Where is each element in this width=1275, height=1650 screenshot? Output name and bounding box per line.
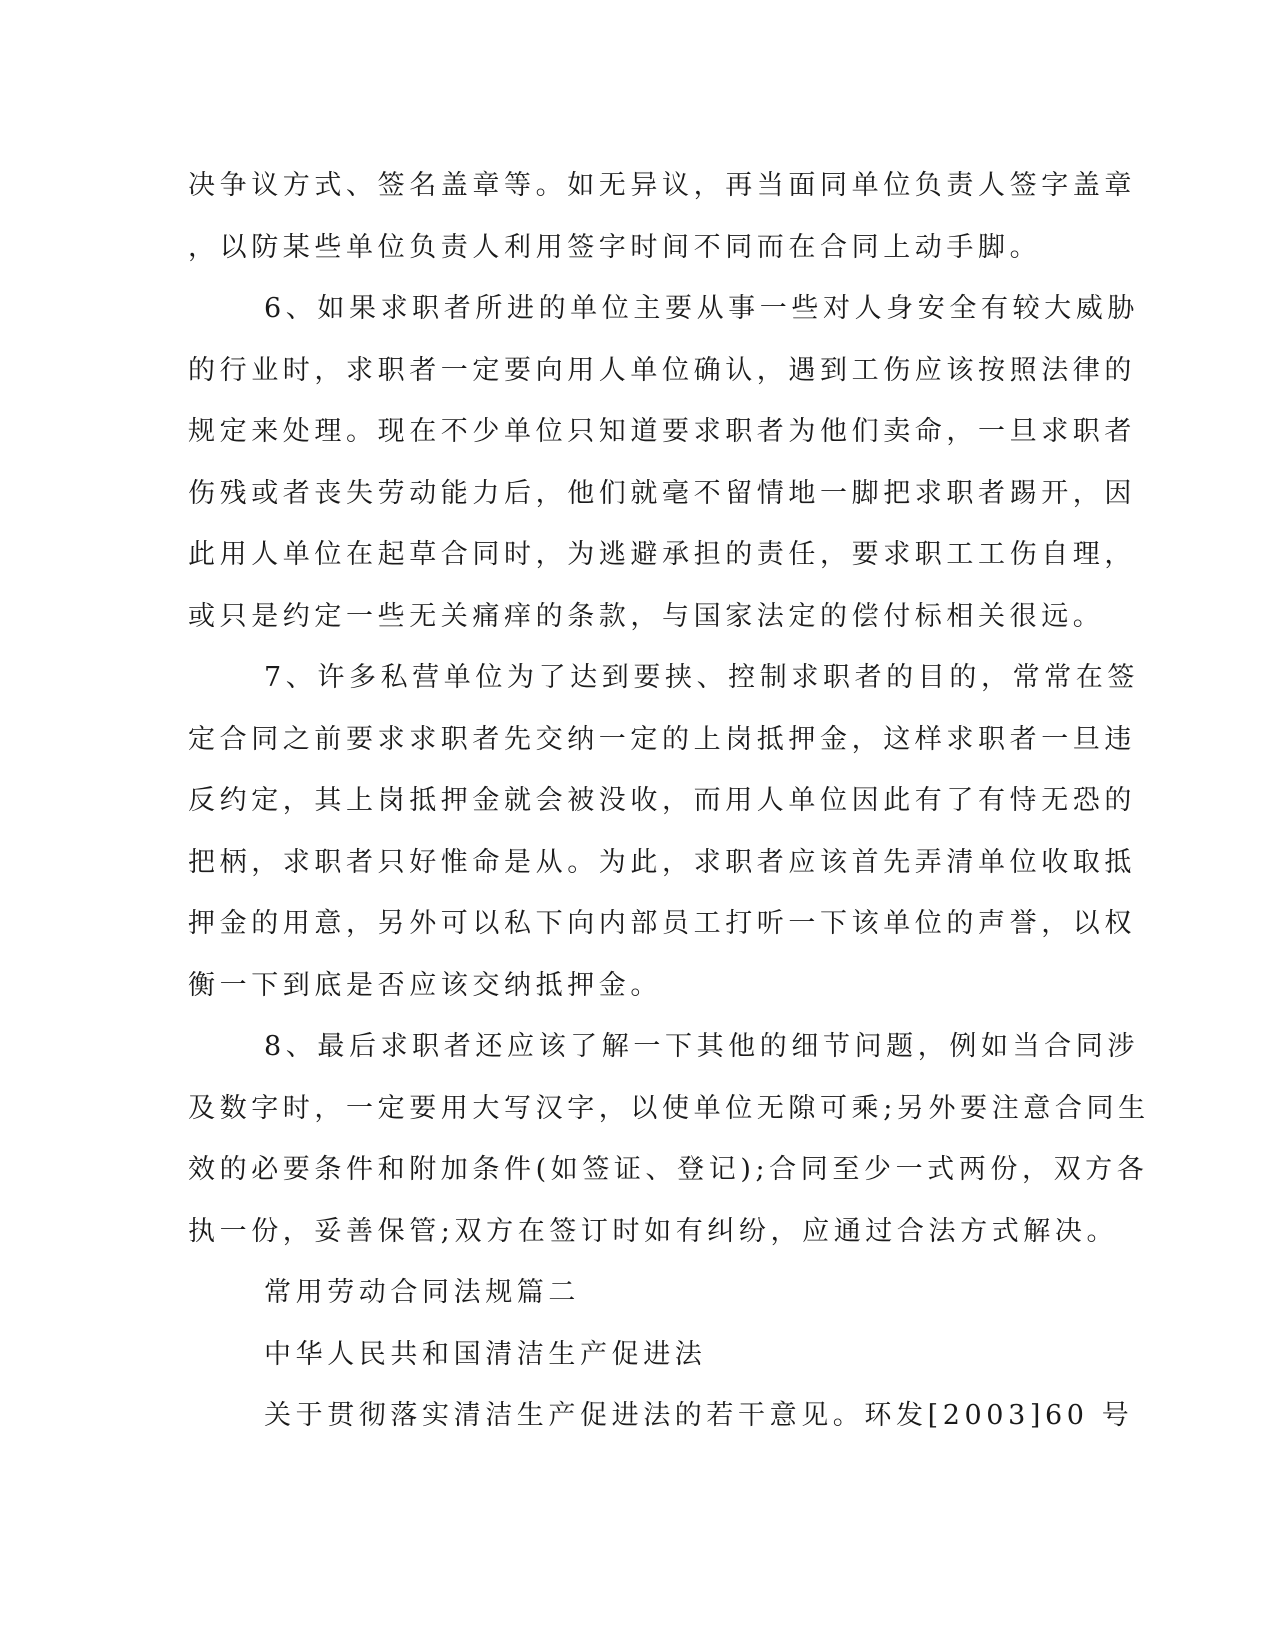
text-line: 此用人单位在起草合同时，为逃避承担的责任，要求职工工伤自理， — [188, 539, 1136, 570]
text-line: 效的必要条件和附加条件(如签证、登记);合同至少一式两份，双方各 — [188, 1154, 1149, 1185]
text-line: 反约定，其上岗抵押金就会被没收，而用人单位因此有了有恃无恐的 — [188, 785, 1136, 816]
text-line: 的行业时，求职者一定要向用人单位确认，遇到工伤应该按照法律的 — [188, 354, 1136, 386]
text-line: 押金的用意，另外可以私下向内部员工打听一下该单位的声誉，以权 — [188, 908, 1136, 939]
text-line: 定合同之前要求求职者先交纳一定的上岗抵押金，这样求职者一旦违 — [188, 723, 1136, 755]
text-line: 衡一下到底是否应该交纳抵押金。 — [188, 969, 662, 1001]
paragraph-start-7: 7、许多私营单位为了达到要挟、控制求职者的目的，常常在签 — [264, 662, 1139, 693]
section-heading: 常用劳动合同法规篇二 — [264, 1277, 580, 1308]
law-title: 中华人民共和国清洁生产促进法 — [264, 1338, 707, 1370]
regulation-reference: 关于贯彻落实清洁生产促进法的若干意见。环发[2003]60 号 — [264, 1400, 1134, 1431]
text-line: 规定来处理。现在不少单位只知道要求职者为他们卖命，一旦求职者 — [188, 416, 1136, 447]
text-line: 及数字时，一定要用大写汉字，以使单位无隙可乘;另外要注意合同生 — [188, 1092, 1150, 1124]
document-body — [188, 155, 1150, 1447]
text-line: 伤残或者丧失劳动能力后，他们就毫不留情地一脚把求职者踢开，因 — [188, 477, 1136, 509]
text-line: 把柄，求职者只好惟命是从。为此，求职者应该首先弄清单位收取抵 — [188, 846, 1136, 878]
paragraph-start-8: 8、最后求职者还应该了解一下其他的细节问题，例如当合同涉 — [264, 1031, 1139, 1062]
text-line: 或只是约定一些无关痛痒的条款，与国家法定的偿付标相关很远。 — [188, 600, 1105, 632]
text-line: ，以防某些单位负责人利用签字时间不同而在合同上动手脚。 — [188, 231, 1042, 263]
paragraph-start-6: 6、如果求职者所进的单位主要从事一些对人身安全有较大威胁 — [264, 293, 1139, 324]
text-line: 决争议方式、签名盖章等。如无异议，再当面同单位负责人签字盖章 — [188, 170, 1136, 201]
text-line: 执一份，妥善保管;双方在签订时如有纠纷，应通过合法方式解决。 — [188, 1215, 1119, 1247]
